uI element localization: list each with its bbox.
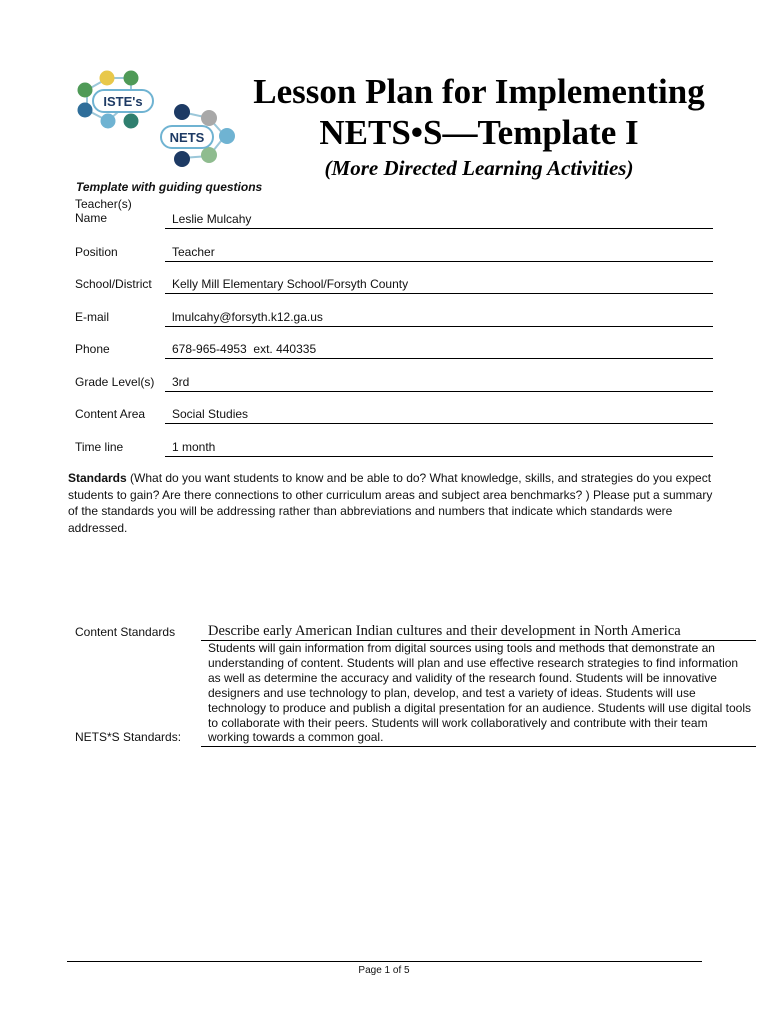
title-line-1: Lesson Plan for Implementing	[253, 72, 705, 111]
content-standards-label: Content Standards	[75, 625, 176, 639]
field-label-teacher-name: Teacher(s) Name	[75, 197, 132, 225]
field-grade-level[interactable]	[165, 373, 713, 392]
content-standards-value: Describe early American Indian cultures and their development in North America	[208, 623, 681, 639]
field-email[interactable]	[165, 308, 713, 327]
standards-heading: Standards	[68, 471, 127, 485]
content-standards-field[interactable]	[201, 621, 756, 641]
page-number: Page 1 of 5	[358, 965, 410, 976]
field-value-time-line: 1 month	[172, 440, 216, 454]
field-label-phone: Phone	[75, 342, 110, 356]
field-value-grade-level: 3rd	[172, 375, 190, 389]
standards-text: (What do you want students to know and be able to do? What knowledge, skills, and strategies do you expect students to gain? Are there connections to other curriculum areas and subject area benchmarks? ) Please put a summary of the standards you will be addressing rather than abbreviations and numbers that indicate which standards were addressed.	[68, 471, 713, 535]
field-label-time-line: Time line	[75, 440, 124, 454]
field-label-email: E-mail	[75, 310, 110, 324]
standards-description	[68, 470, 716, 536]
field-content-area[interactable]	[165, 405, 713, 424]
footer-divider	[67, 961, 702, 962]
field-teacher-name[interactable]	[165, 210, 713, 229]
field-value-phone: 678-965-4953 ext. 440335	[172, 342, 317, 356]
field-label-content-area: Content Area	[75, 407, 146, 421]
field-time-line[interactable]	[165, 438, 713, 457]
nets-standards-label: NETS*S Standards:	[75, 730, 182, 744]
logo-text-iste: ISTE's	[103, 94, 143, 109]
field-position[interactable]	[165, 243, 713, 262]
field-value-school-district: Kelly Mill Elementary School/Forsyth County	[172, 277, 409, 291]
field-value-position: Teacher	[172, 245, 215, 259]
field-label-position: Position	[75, 245, 118, 259]
field-school-district[interactable]	[165, 275, 713, 294]
iste-nets-logo-graphic	[73, 68, 239, 170]
document-title	[240, 72, 718, 182]
field-label-grade-level: Grade Level(s)	[75, 375, 155, 389]
field-value-content-area: Social Studies	[172, 407, 249, 421]
nets-standards-value: Students will gain information from digital sources using tools and methods that demonstrate an understanding of content. Students will plan and use effective research strategies to find information as well as determine the accuracy and validity of the research found. Students will be innovative designers and use technology to plan, develop, and test a variety of ideas. Students will use technology to produce and publish a digital presentation for an audience. Students will use digital tools to collaborate with their peers. Students will work collaboratively and contribute with their team working towards a common goal.	[208, 641, 752, 745]
nets-standards-field[interactable]	[201, 641, 756, 747]
guide-label: Template with guiding questions	[76, 180, 263, 194]
logo-text-nets: NETS	[169, 130, 205, 145]
iste-nets-logo	[73, 68, 239, 170]
title-line-2: NETS•S—Template I	[319, 113, 639, 152]
field-value-teacher-name: Leslie Mulcahy	[172, 212, 252, 226]
field-phone[interactable]	[165, 340, 713, 359]
subtitle: (More Directed Learning Activities)	[324, 156, 634, 180]
field-value-email: lmulcahy@forsyth.k12.ga.us	[172, 310, 323, 324]
field-label-school-district: School/District	[75, 277, 152, 291]
